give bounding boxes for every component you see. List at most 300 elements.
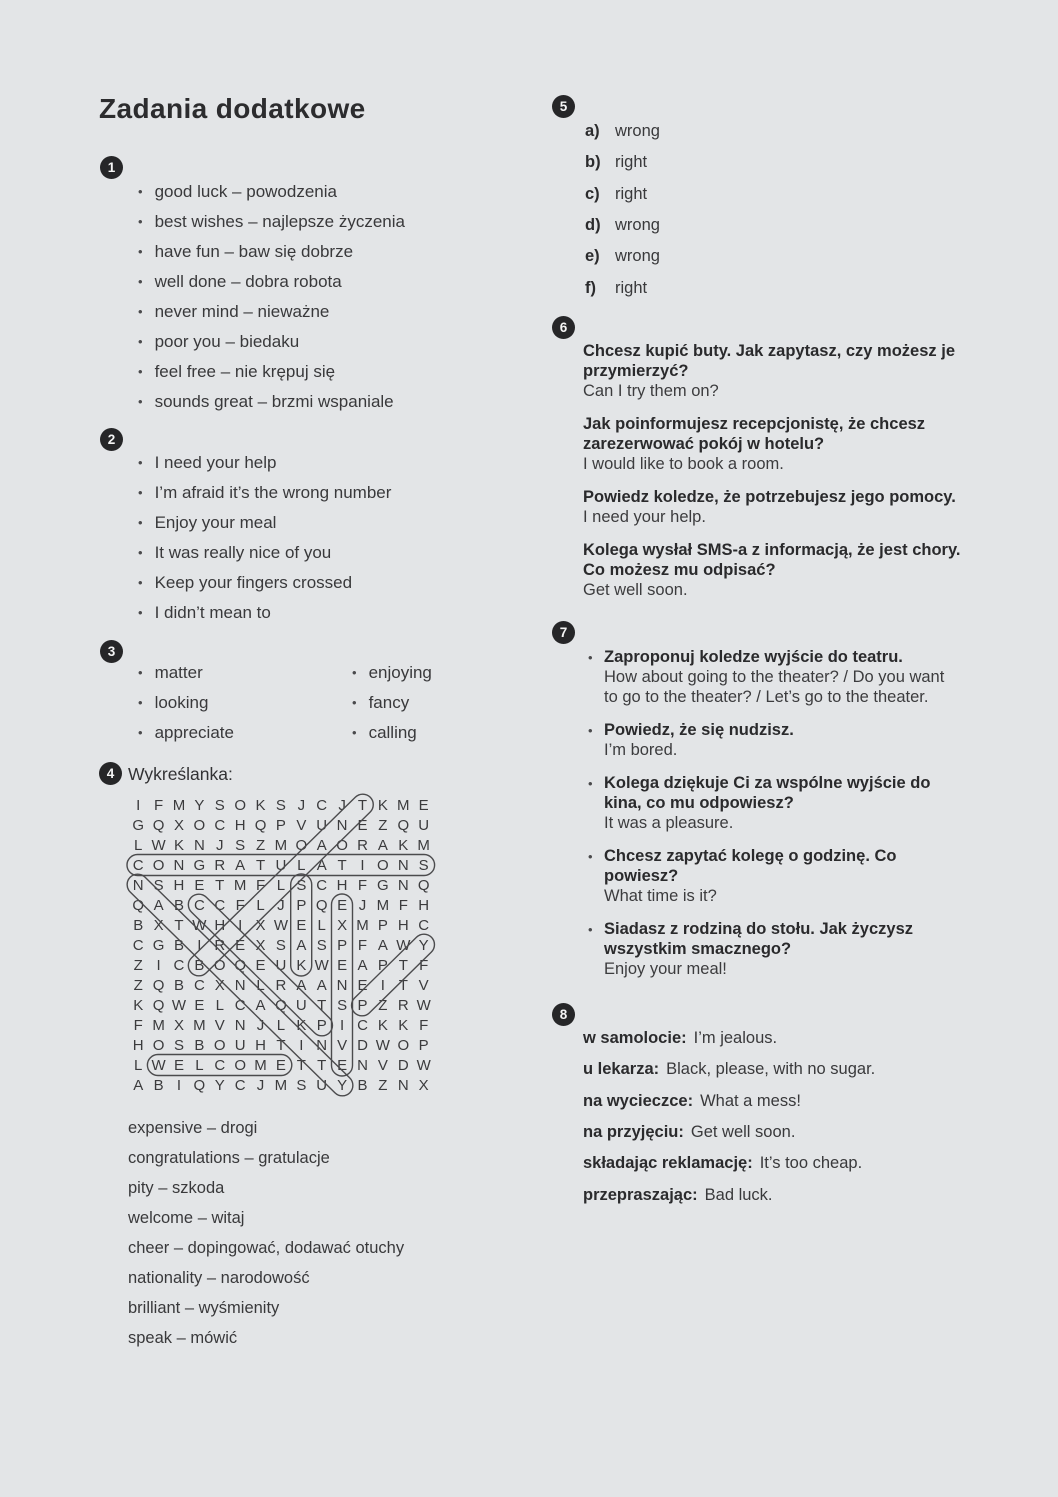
grid-letter: A: [377, 836, 388, 854]
grid-letter: B: [357, 1076, 368, 1094]
grid-letter: H: [418, 896, 430, 914]
grid-letter: N: [193, 836, 205, 854]
list-item: [138, 177, 405, 207]
wordsearch-answer: congratulations – gratulacje: [128, 1148, 330, 1167]
grid-letter: X: [255, 936, 266, 954]
grid-letter: C: [214, 1056, 226, 1074]
answer-row: [585, 179, 660, 210]
section-5-badge: [552, 95, 575, 118]
context-label: u lekarza:: [583, 1060, 660, 1079]
list-item-text: appreciate: [154, 723, 234, 742]
section-6-badge: [552, 316, 575, 339]
prompt-text: Powiedz koledze, że potrzebujesz jego pomocy.: [583, 488, 956, 506]
grid-letter: K: [377, 1016, 388, 1034]
grid-letter: S: [235, 836, 246, 854]
grid-letter: U: [316, 816, 328, 834]
grid-letter: L: [215, 996, 224, 1014]
grid-letter: I: [176, 1076, 182, 1094]
list-item: [138, 538, 391, 568]
grid-letter: C: [357, 1016, 368, 1034]
grid-letter: C: [234, 996, 246, 1014]
prompt-answer-body: [604, 919, 913, 979]
answer-text: Can I try them on?: [583, 382, 719, 400]
section-2-badge: [100, 428, 123, 451]
grid-letter: H: [173, 876, 185, 894]
grid-letter: G: [377, 876, 389, 894]
grid-letter: J: [256, 1076, 265, 1094]
grid-letter: B: [194, 956, 205, 974]
grid-letter: E: [337, 896, 348, 914]
wordsearch-answer: nationality – narodowość: [128, 1268, 310, 1287]
bullet-icon: •: [138, 273, 143, 289]
grid-letter: J: [277, 896, 285, 914]
section-1-list: [138, 177, 405, 417]
answer-text: What time is it?: [604, 887, 717, 905]
grid-letter: X: [418, 1076, 429, 1094]
grid-letter: O: [193, 816, 206, 834]
grid-letter: B: [133, 916, 144, 934]
grid-letter: A: [357, 956, 368, 974]
list-item-text: I’m afraid it’s the wrong number: [154, 483, 392, 502]
answer-row: [585, 210, 660, 241]
grid-letter: L: [317, 916, 326, 934]
grid-letter: J: [256, 1016, 265, 1034]
list-item-text: well done – dobra robota: [154, 272, 342, 291]
grid-letter: L: [134, 836, 143, 854]
prompt-answer-body: [604, 647, 944, 707]
grid-letter: Q: [397, 816, 410, 834]
grid-letter: O: [234, 1056, 246, 1074]
section-2-number: 2: [107, 432, 116, 447]
bullet-icon: •: [588, 723, 593, 738]
grid-letter: U: [418, 816, 430, 834]
grid-letter: M: [233, 876, 247, 894]
section-1-badge: [100, 156, 123, 179]
grid-letter: W: [273, 916, 289, 934]
context-label: na wycieczce:: [583, 1091, 694, 1110]
bullet-icon: •: [138, 604, 143, 620]
grid-letter: U: [234, 1036, 246, 1054]
grid-letter: O: [234, 796, 246, 814]
section-4-number: 4: [106, 766, 115, 781]
wordsearch-label: Wykreślanka:: [128, 764, 233, 784]
wordsearch-answer: pity – szkoda: [128, 1178, 225, 1197]
section-3-list-left: [138, 658, 234, 748]
grid-letter: E: [296, 916, 307, 934]
bullet-icon: •: [138, 454, 143, 470]
list-item: [138, 387, 405, 417]
grid-letter: O: [295, 836, 308, 854]
prompt-text: Zaproponuj koledze wyjście do teatru.: [604, 648, 903, 666]
grid-letter: I: [340, 1016, 345, 1034]
grid-letter: E: [275, 1056, 286, 1074]
grid-letter: A: [153, 896, 164, 914]
grid-letter: F: [255, 876, 266, 894]
grid-letter: C: [173, 956, 185, 974]
grid-letter: H: [255, 1036, 266, 1054]
answer-row: [583, 1054, 875, 1085]
grid-letter: N: [316, 1036, 328, 1054]
list-item-text: It was really nice of you: [154, 543, 332, 562]
prompt-answer-item: [583, 540, 975, 600]
grid-letter: M: [254, 1056, 267, 1074]
grid-letter: D: [357, 1036, 368, 1054]
grid-letter: I: [238, 916, 243, 934]
grid-letter: S: [214, 796, 225, 814]
grid-letter: S: [296, 1076, 307, 1094]
grid-letter: E: [194, 996, 205, 1014]
grid-letter: W: [416, 996, 431, 1014]
answer-row: [583, 1117, 875, 1148]
grid-letter: L: [297, 856, 306, 874]
answer-text: Get well soon.: [690, 1123, 796, 1142]
item-answer-text: right: [615, 184, 648, 203]
grid-letter: S: [418, 856, 429, 874]
wordsearch-answers-list: [128, 1113, 404, 1353]
grid-letter: R: [275, 976, 287, 994]
bullet-icon: •: [352, 724, 357, 740]
grid-letter: M: [356, 916, 369, 934]
grid-letter: Q: [275, 996, 287, 1014]
grid-letter: T: [317, 996, 327, 1014]
grid-letter: K: [255, 796, 266, 814]
answer-row: [585, 116, 660, 147]
grid-letter: K: [133, 996, 144, 1014]
list-item-text: good luck – powodzenia: [154, 182, 337, 201]
answer-row: [583, 1179, 875, 1210]
prompt-answer-item: [588, 846, 980, 906]
section-5-list: [585, 116, 660, 304]
grid-letter: V: [296, 816, 307, 834]
prompt-answer-item: [583, 414, 975, 474]
item-letter-label: f): [585, 278, 596, 297]
grid-letter: Q: [254, 816, 267, 834]
section-4-badge: [99, 762, 122, 785]
grid-letter: P: [275, 816, 286, 834]
grid-letter: I: [136, 796, 141, 814]
item-letter-label: a): [585, 122, 600, 141]
answer-text: Get well soon.: [583, 581, 688, 599]
grid-letter: B: [173, 936, 184, 954]
item-letter-label: b): [585, 153, 601, 172]
grid-letter: U: [316, 1076, 328, 1094]
list-item: [138, 718, 234, 748]
wordsearch-answer: brilliant – wyśmienity: [128, 1298, 280, 1317]
list-item: [138, 478, 391, 508]
bullet-icon: •: [138, 724, 143, 740]
answer-row: [585, 147, 660, 178]
section-7-number: 7: [559, 625, 568, 640]
grid-letter: N: [336, 976, 348, 994]
prompt-text: Jak poinformujesz recepcjonistę, że chcesz zarezerwować pokój w hotelu?: [583, 415, 926, 453]
grid-letter: O: [152, 1036, 165, 1054]
prompt-text: Kolega wysłał SMS-a z informacją, że jest chory. Co możesz mu odpisać?: [583, 541, 961, 579]
prompt-answer-item: [588, 720, 980, 760]
grid-letter: E: [173, 1056, 184, 1074]
answer-text: How about going to the theater? / Do you want to go to the theater? / Let’s go to the theater.: [604, 668, 945, 706]
bullet-icon: •: [588, 849, 593, 864]
grid-letter: E: [194, 876, 205, 894]
grid-letter: O: [377, 856, 389, 874]
grid-letter: Z: [255, 836, 266, 854]
grid-letter: U: [275, 856, 287, 874]
grid-letter: L: [276, 876, 286, 894]
answer-text: What a mess!: [700, 1091, 801, 1110]
answer-text: Enjoy your meal!: [604, 960, 727, 978]
bullet-icon: •: [138, 393, 143, 409]
prompt-text: Chcesz kupić buty. Jak zapytasz, czy możesz je przymierzyć?: [583, 342, 956, 380]
wordsearch-answer: welcome – witaj: [128, 1208, 245, 1227]
list-item-text: Enjoy your meal: [154, 513, 277, 532]
grid-letter: M: [193, 1016, 206, 1034]
grid-letter: Q: [234, 956, 246, 974]
grid-letter: C: [132, 936, 144, 954]
list-item-text: fancy: [368, 693, 410, 712]
grid-letter: N: [397, 876, 409, 894]
grid-letter: O: [152, 856, 165, 874]
grid-letter: D: [397, 1056, 409, 1074]
grid-letter: U: [295, 996, 307, 1014]
grid-letter: I: [156, 956, 161, 974]
answer-row: [583, 1023, 875, 1054]
section-8-number: 8: [559, 1007, 568, 1022]
grid-letter: A: [316, 976, 327, 994]
section-5-number: 5: [559, 99, 568, 114]
list-item: [138, 297, 405, 327]
grid-letter: C: [234, 1076, 246, 1094]
grid-letter: P: [337, 936, 348, 954]
grid-letter: E: [337, 956, 348, 974]
grid-letter: Y: [337, 1076, 348, 1094]
grid-letter: B: [173, 976, 184, 994]
grid-letter: Q: [417, 876, 430, 894]
grid-letter: C: [418, 916, 430, 934]
grid-letter: X: [173, 816, 184, 834]
grid-letter: K: [296, 1016, 307, 1034]
list-item: [138, 448, 391, 478]
list-item-text: calling: [368, 723, 417, 742]
section-7-items: [588, 647, 980, 992]
grid-letter: O: [213, 1036, 226, 1054]
list-item: [138, 568, 391, 598]
grid-letter: X: [255, 916, 266, 934]
grid-letter: S: [296, 876, 307, 894]
grid-letter: G: [193, 856, 206, 874]
grid-letter: X: [337, 916, 348, 934]
grid-letter: W: [192, 916, 207, 934]
grid-letter: A: [377, 936, 388, 954]
grid-letter: C: [193, 976, 205, 994]
answer-text: Black, please, with no sugar.: [666, 1060, 876, 1079]
grid-letter: H: [132, 1036, 144, 1054]
grid-letter: J: [216, 836, 224, 854]
grid-letter: Y: [194, 796, 205, 814]
grid-letter: E: [235, 936, 246, 954]
grid-letter: Z: [378, 1076, 388, 1094]
list-item-text: feel free – nie krępuj się: [154, 362, 336, 381]
grid-letter: F: [419, 956, 429, 974]
list-item-text: enjoying: [368, 663, 432, 682]
answer-row: [583, 1086, 875, 1117]
grid-letter: L: [256, 976, 265, 994]
grid-letter: E: [337, 1056, 348, 1074]
grid-letter: M: [274, 836, 288, 854]
wordsearch-answer: speak – mówić: [128, 1328, 238, 1347]
grid-letter: T: [317, 1056, 327, 1074]
grid-letter: N: [173, 856, 185, 874]
grid-letter: G: [132, 816, 145, 834]
page-title: Zadania dodatkowe: [99, 93, 366, 124]
grid-letter: M: [172, 796, 186, 814]
grid-letter: O: [213, 956, 226, 974]
bullet-icon: •: [138, 484, 143, 500]
prompt-answer-body: [604, 846, 896, 906]
grid-letter: W: [375, 1036, 390, 1054]
grid-letter: L: [276, 1016, 286, 1034]
grid-letter: Z: [133, 976, 143, 994]
grid-letter: M: [397, 796, 410, 814]
grid-letter: S: [275, 936, 286, 954]
list-item: [352, 718, 432, 748]
grid-letter: Q: [152, 816, 165, 834]
list-item-text: looking: [154, 693, 209, 712]
list-item: [138, 508, 391, 538]
list-item-text: have fun – baw się dobrze: [154, 242, 354, 261]
bullet-icon: •: [138, 363, 143, 379]
grid-letter: Y: [214, 1076, 225, 1094]
grid-letter: M: [274, 1076, 288, 1094]
section-8-badge: [552, 1003, 575, 1026]
grid-letter: X: [214, 976, 225, 994]
grid-letter: F: [154, 796, 164, 814]
item-answer-text: right: [615, 153, 648, 172]
answer-text: It was a pleasure.: [604, 814, 734, 832]
grid-letter: T: [276, 1036, 286, 1054]
list-item: [352, 688, 432, 718]
bullet-icon: •: [138, 303, 143, 319]
grid-letter: E: [357, 816, 368, 834]
prompt-text: Chcesz zapytać kolegę o godzinę. Co powiesz?: [604, 847, 897, 885]
bullet-icon: •: [138, 574, 143, 590]
list-item: [138, 327, 405, 357]
grid-letter: C: [316, 876, 328, 894]
grid-letter: A: [133, 1076, 144, 1094]
list-item-text: matter: [154, 663, 203, 682]
bullet-icon: •: [138, 694, 143, 710]
grid-letter: P: [316, 1016, 327, 1034]
prompt-text: Powiedz, że się nudzisz.: [604, 721, 794, 739]
grid-letter: I: [380, 976, 385, 994]
section-1-number: 1: [107, 160, 116, 175]
section-7-badge: [552, 621, 575, 644]
grid-letter: F: [398, 896, 408, 914]
grid-letter: N: [336, 816, 348, 834]
context-label: składając reklamację:: [583, 1154, 753, 1173]
grid-letter: S: [337, 996, 348, 1014]
section-6-items: [583, 341, 975, 613]
grid-letter: K: [296, 956, 307, 974]
grid-letter: O: [397, 1036, 410, 1054]
grid-letter: F: [235, 896, 245, 914]
grid-letter: A: [316, 836, 327, 854]
grid-letter: J: [358, 896, 367, 914]
grid-letter: T: [255, 856, 266, 874]
section-2-list: [138, 448, 391, 628]
grid-letter: F: [357, 876, 368, 894]
list-item-text: best wishes – najlepsze życzenia: [154, 212, 405, 231]
context-label: na przyjęciu:: [583, 1123, 684, 1142]
grid-letter: S: [275, 796, 286, 814]
list-item: [138, 267, 405, 297]
prompt-text: Siadasz z rodziną do stołu. Jak życzysz wszystkim smacznego?: [604, 920, 914, 958]
grid-letter: H: [397, 916, 409, 934]
bullet-icon: •: [588, 650, 593, 665]
grid-letter: W: [314, 956, 329, 974]
grid-letter: E: [357, 976, 368, 994]
grid-letter: V: [377, 1056, 388, 1074]
answer-text: It’s too cheap.: [759, 1154, 863, 1173]
section-3-badge: [100, 640, 123, 663]
prompt-answer-item: [588, 919, 980, 979]
grid-letter: T: [398, 956, 408, 974]
grid-letter: F: [419, 1016, 429, 1034]
answer-row: [585, 241, 660, 272]
list-item-text: Keep your fingers crossed: [154, 573, 353, 592]
list-item-text: sounds great – brzmi wspaniale: [154, 392, 394, 411]
prompt-text: Kolega dziękuje Ci za wspólne wyjście do kina, co mu odpowiesz?: [604, 774, 931, 812]
prompt-answer-item: [588, 647, 980, 707]
bullet-icon: •: [138, 333, 143, 349]
grid-letter: W: [151, 1056, 166, 1074]
grid-letter: B: [194, 1036, 205, 1054]
item-letter-label: c): [585, 184, 600, 203]
grid-letter: O: [336, 836, 348, 854]
prompt-answer-item: [583, 341, 975, 401]
grid-letter: I: [360, 856, 365, 874]
grid-letter: H: [234, 816, 246, 834]
grid-letter: U: [275, 956, 287, 974]
grid-letter: Y: [418, 936, 429, 954]
grid-letter: L: [195, 1056, 204, 1074]
grid-letter: R: [357, 836, 368, 854]
item-answer-text: right: [615, 278, 648, 297]
list-item: [138, 207, 405, 237]
bullet-icon: •: [352, 664, 357, 680]
bullet-icon: •: [352, 694, 357, 710]
grid-letter: Q: [152, 976, 165, 994]
grid-letter: Q: [132, 896, 145, 914]
list-item: [138, 237, 405, 267]
grid-letter: N: [397, 1076, 409, 1094]
grid-letter: N: [234, 976, 246, 994]
grid-letter: Z: [378, 996, 388, 1014]
grid-letter: C: [214, 816, 226, 834]
grid-letter: A: [255, 996, 266, 1014]
section-3-list-right: [352, 658, 432, 748]
grid-letter: R: [214, 856, 226, 874]
grid-letter: C: [132, 856, 144, 874]
context-label: przepraszając:: [583, 1185, 698, 1204]
bullet-icon: •: [138, 544, 143, 560]
grid-letter: P: [296, 896, 307, 914]
grid-letter: W: [171, 996, 187, 1014]
grid-letter: N: [132, 876, 144, 894]
bullet-icon: •: [138, 183, 143, 199]
grid-letter: N: [357, 1056, 368, 1074]
item-letter-label: d): [585, 216, 601, 235]
list-item: [138, 658, 234, 688]
wordsearch-answer: cheer – dopingować, dodawać otuchy: [128, 1238, 405, 1257]
